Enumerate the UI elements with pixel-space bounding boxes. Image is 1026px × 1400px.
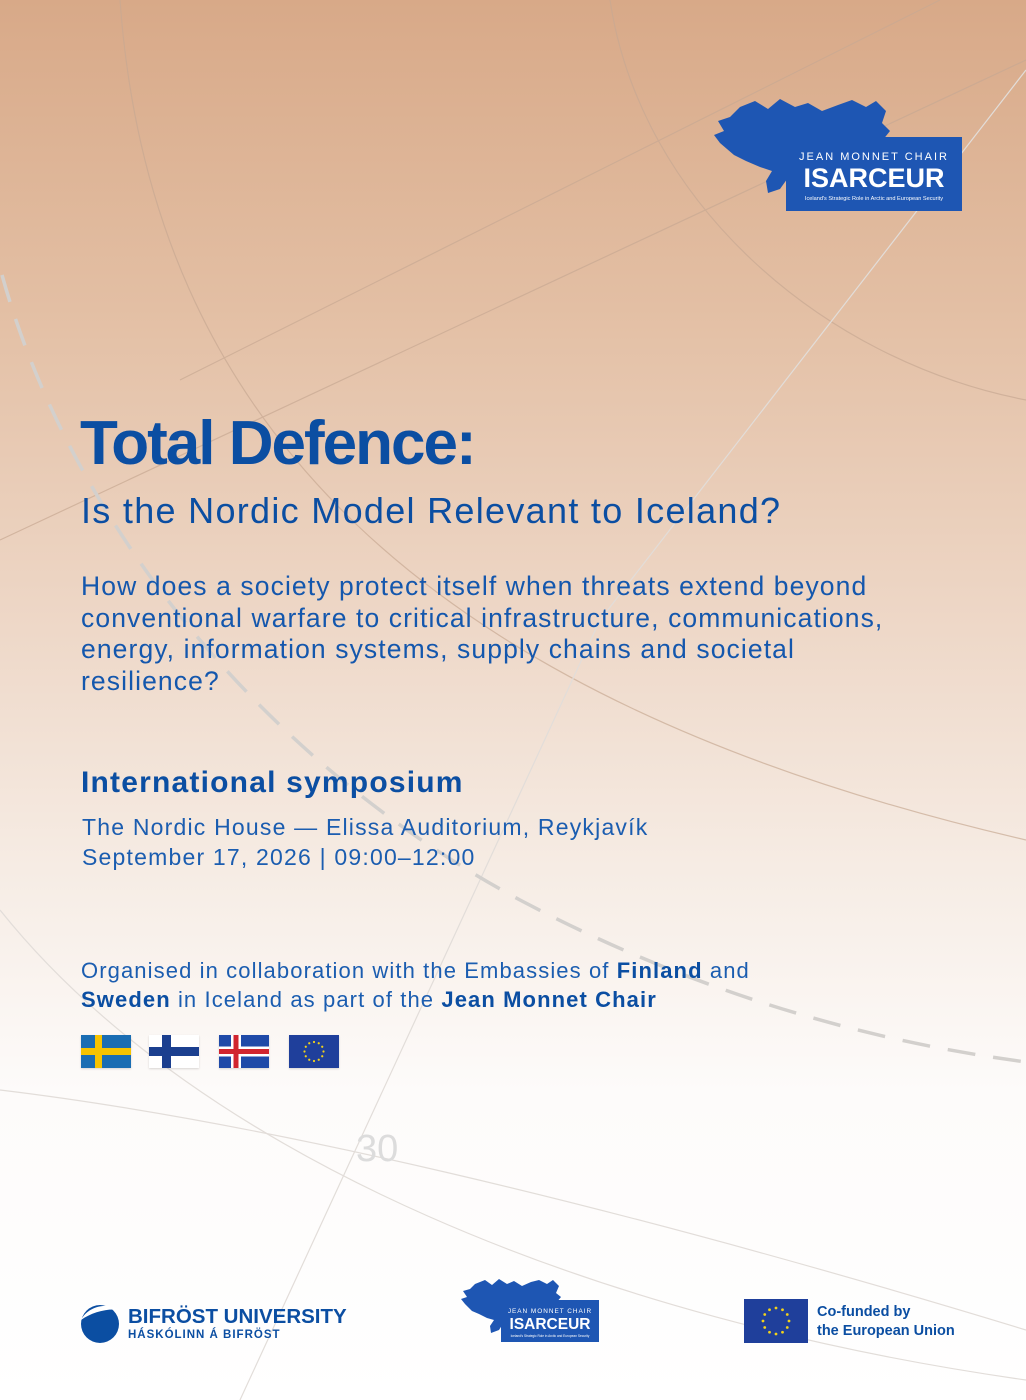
logo-top-line: JEAN MONNET CHAIR <box>799 151 949 163</box>
symposium-venue: The Nordic House — Elissa Auditorium, Reykjavík <box>82 814 649 840</box>
logo-name: ISARCEUR <box>509 1316 591 1333</box>
bifrost-logo-icon <box>78 1300 122 1344</box>
logo-top-line: JEAN MONNET CHAIR <box>507 1308 593 1315</box>
intro-paragraph: How does a society protect itself when threats extend beyond conventional warfare to critical infrastructure, communications, energy, information systems, supply chains and societal resilience? <box>81 571 884 696</box>
eu-flag <box>289 1035 339 1068</box>
isarceur-logo-top <box>710 97 964 213</box>
logo-name: ISARCEUR <box>803 163 945 193</box>
collaboration-part: Organised in collaboration with the Embassies of <box>81 958 617 983</box>
eu-funding-line1: Co-funded by <box>817 1304 911 1320</box>
eu-funding-text <box>817 1303 955 1341</box>
collaboration-part: and <box>702 958 750 983</box>
collaboration-jean-monnet: Jean Monnet Chair <box>441 987 657 1012</box>
finland-flag <box>149 1035 199 1068</box>
symposium-heading: International symposium <box>81 766 464 799</box>
page-subtitle: Is the Nordic Model Relevant to Iceland? <box>81 490 782 531</box>
eu-funding-flag-icon <box>744 1299 808 1343</box>
collaboration-part: in Iceland as part of the <box>170 987 442 1012</box>
collaboration-text <box>81 956 941 1014</box>
symposium-datetime: September 17, 2026 | 09:00–12:00 <box>82 844 476 870</box>
page-number: 30 <box>356 1128 399 1170</box>
eu-funding-line2: the European Union <box>817 1323 955 1339</box>
collaboration-finland: Finland <box>616 958 703 983</box>
logo-tagline: Iceland's Strategic Role in Arctic and European Security <box>804 196 944 202</box>
university-name: BIFRÖST UNIVERSITY <box>128 1305 347 1328</box>
collaboration-sweden: Sweden <box>81 987 171 1012</box>
page-title: Total Defence: <box>80 409 475 478</box>
logo-tagline: Iceland's Strategic Role in Arctic and European Security <box>510 1334 590 1338</box>
isarceur-logo-bottom <box>459 1278 601 1344</box>
university-subname: HÁSKÓLINN Á BIFRÖST <box>128 1329 281 1341</box>
sweden-flag <box>81 1035 131 1068</box>
iceland-flag <box>219 1035 269 1068</box>
